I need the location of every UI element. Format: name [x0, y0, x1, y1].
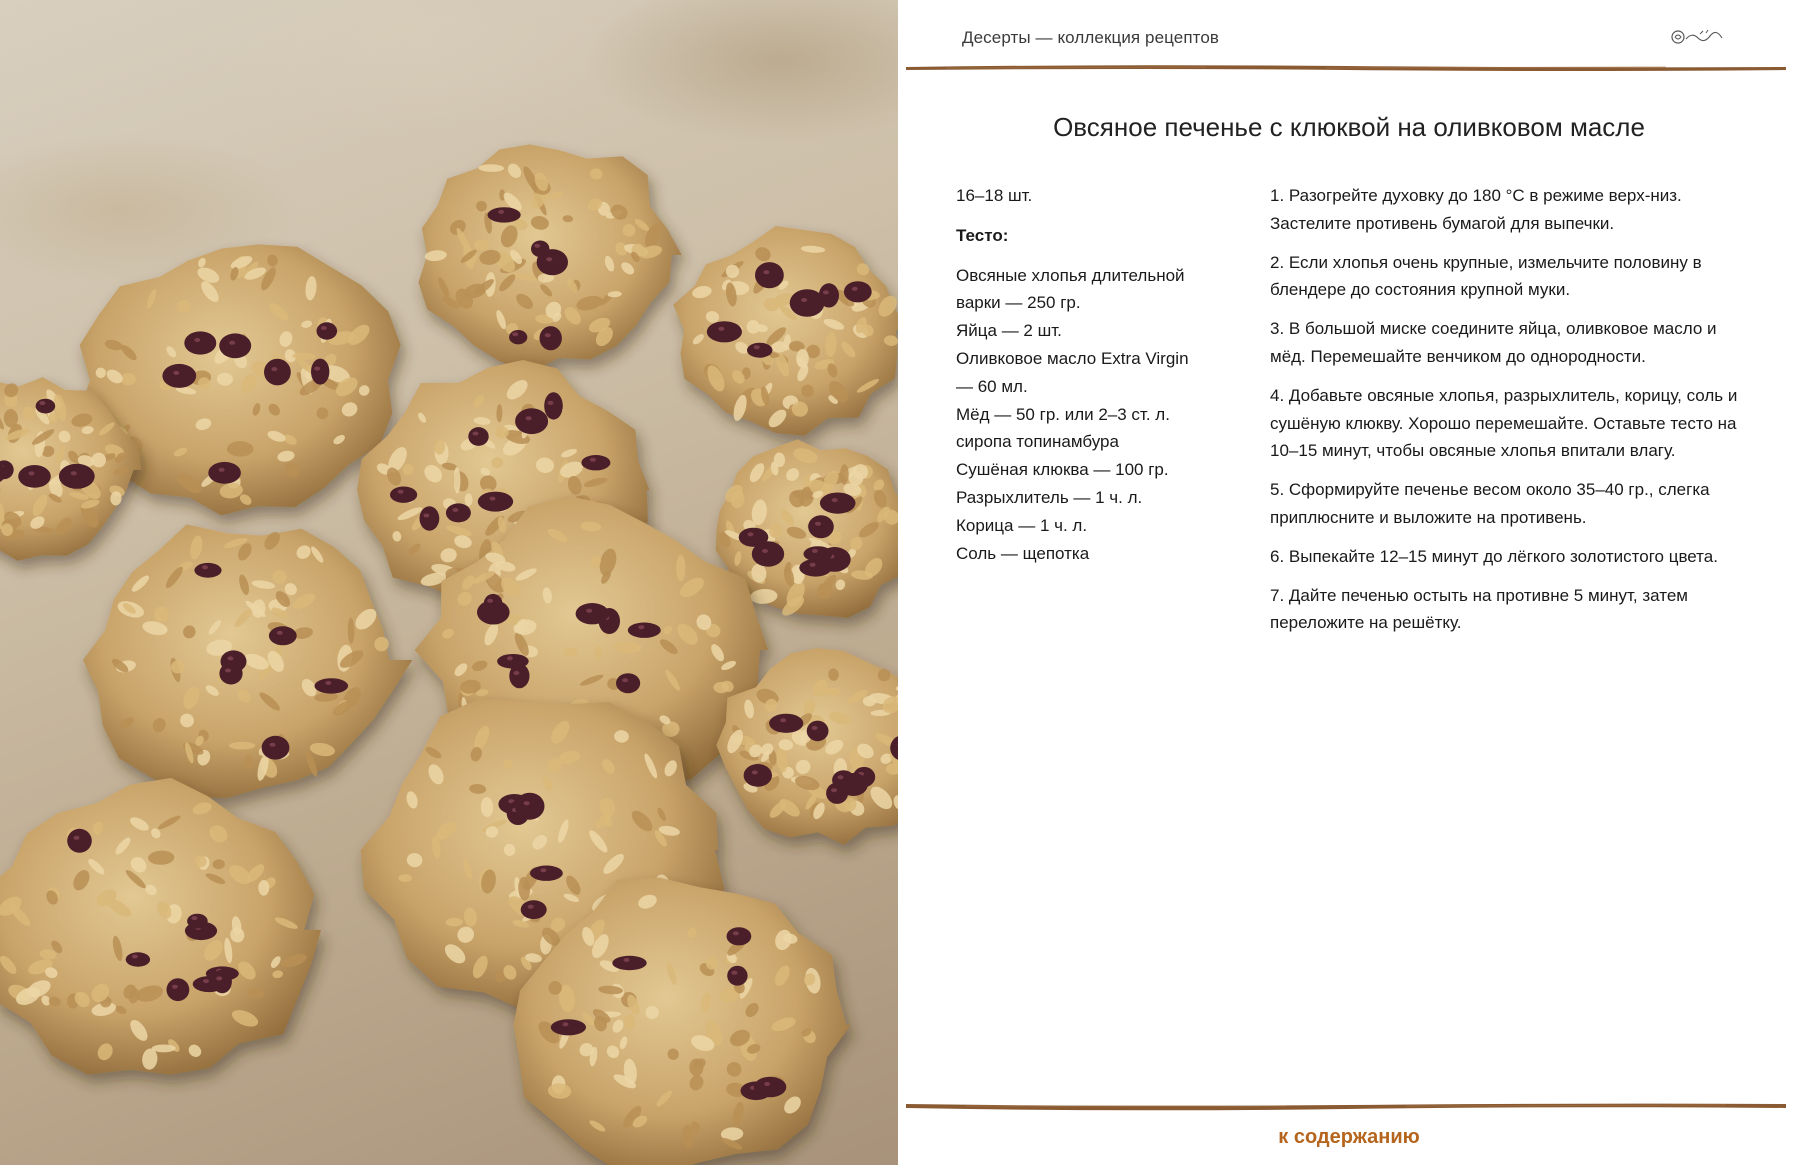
recipe-step: 6. Выпекайте 12–15 минут до лёгкого золотистого цвета. [1270, 546, 1718, 566]
ingredient-line: Корица — 1 ч. л. [956, 515, 1088, 535]
cookie [83, 524, 413, 798]
ingredient-list [956, 262, 1201, 568]
recipe-yield: 16–18 шт. [956, 186, 1033, 205]
ingredients-column [956, 182, 1201, 567]
ingredient-line: Соль — щепотка [956, 543, 1090, 563]
dough-section-label: Тесто: [956, 225, 1009, 245]
recipe-step: 5. Сформируйте печенье весом около 35–40 гр., слегка приплюсните и выложите на противень. [1270, 480, 1710, 527]
cookie [419, 144, 682, 373]
cookies-illustration [0, 0, 898, 1165]
header-divider [906, 62, 1786, 74]
ingredient-line: Яйца — 2 шт. [956, 321, 1062, 341]
footer-divider [906, 1100, 1786, 1112]
steps-column [1270, 182, 1750, 648]
ingredient-line: Разрыхлитель — 1 ч. л. [956, 487, 1143, 507]
ingredient-line: варки — 250 гр. [956, 293, 1081, 313]
ingredient-line: сиропа топинамбура [956, 432, 1119, 452]
ingredient-line: Овсяные хлопья длительной [956, 265, 1185, 285]
recipe-step: 2. Если хлопья очень крупные, измельчите половину в блендере до состояния крупной муки. [1270, 252, 1702, 300]
ingredient-line: Оливковое масло Extra Virgin [956, 348, 1189, 368]
table-of-contents-link[interactable]: к содержанию [1278, 1126, 1420, 1148]
running-title: Десерты — коллекция рецептов [962, 28, 1220, 47]
recipe-page [898, 0, 1800, 1165]
cookie [673, 226, 898, 436]
publisher-logo-icon [1670, 28, 1730, 46]
ingredient-line: Сушёная клюква — 100 гр. [956, 460, 1169, 480]
recipe-step: 4. Добавьте овсяные хлопья, разрыхлитель, корицу, соль и сушёную клюкву. Хорошо перемешайте. Оставьте тесто на 10–15 минут, чтобы овсяные хлопья впитали влагу. [1270, 385, 1738, 461]
recipe-step: 1. Разогрейте духовку до 180 °С в режиме верх-низ. Застелите противень бумагой для выпечки. [1270, 186, 1682, 233]
recipe-step: 3. В большой миске соедините яйца, оливковое масло и мёд. Перемешайте венчиком до однородности. [1270, 319, 1717, 366]
cookies-photo [0, 0, 898, 1165]
ingredient-line: Мёд — 50 гр. или 2–3 ст. л. [956, 404, 1170, 424]
cookie [0, 778, 321, 1075]
recipe-step: 7. Дайте печенью остыть на противне 5 минут, затем переложите на решётку. [1270, 585, 1688, 633]
recipe-title: Овсяное печенье с клюквой на оливковом масле [1053, 112, 1645, 142]
ingredient-line: — 60 мл. [956, 376, 1028, 396]
